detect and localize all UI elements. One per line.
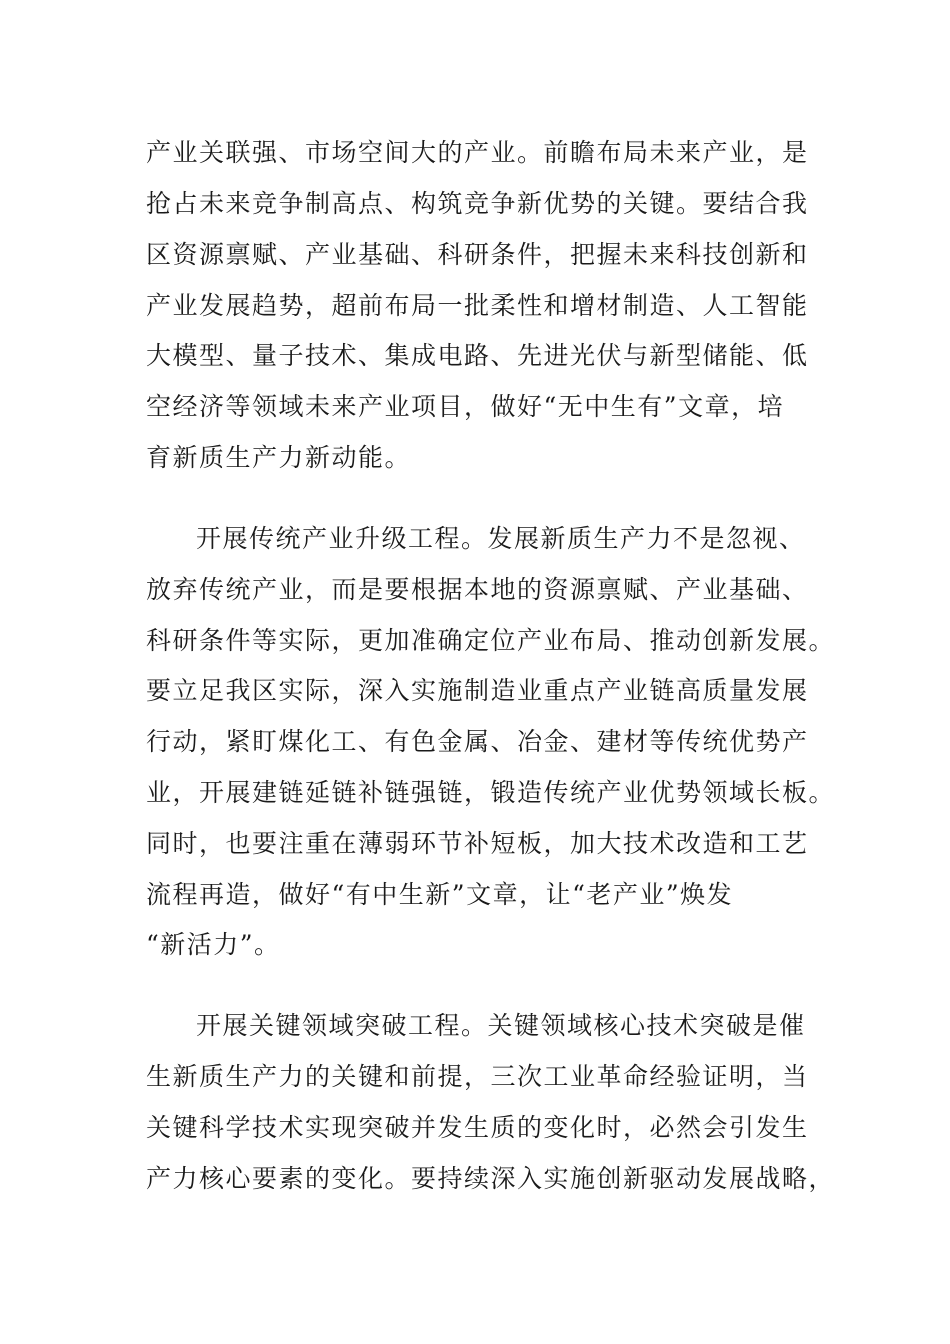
text-line: 行动，紧盯煤化工、有色金属、冶金、建材等传统优势产 <box>146 727 809 756</box>
text-line: 区资源禀赋、产业基础、科研条件，把握未来科技创新和 <box>146 240 809 269</box>
text-line: 流程再造，做好“有中生新”文章，让“老产业”焕发 <box>146 880 734 909</box>
text-line: 产业关联强、市场空间大的产业。前瞻布局未来产业，是 <box>146 138 809 167</box>
text-line: 产力核心要素的变化。要持续深入实施创新驱动发展战略， <box>146 1164 836 1193</box>
text-line: 大模型、量子技术、集成电路、先进光伏与新型储能、低 <box>146 341 809 370</box>
text-line: 抢占未来竞争制高点、构筑竞争新优势的关键。要结合我 <box>146 189 809 218</box>
text-line: 关键科学技术实现突破并发生质的变化时，必然会引发生 <box>146 1113 809 1142</box>
text-line: 育新质生产力新动能。 <box>146 443 412 472</box>
text-line: 同时，也要注重在薄弱环节补短板，加大技术改造和工艺 <box>146 829 809 858</box>
text-line: 空经济等领域未来产业项目，做好“无中生有”文章，培 <box>146 392 785 421</box>
text-line: 开展关键领域突破工程。关键领域核心技术突破是催 <box>196 1011 806 1040</box>
text-line: 科研条件等实际，更加准确定位产业布局、推动创新发展。 <box>146 626 836 655</box>
text-line: “新活力”。 <box>146 930 281 959</box>
text-line: 产业发展趋势，超前布局一批柔性和增材制造、人工智能 <box>146 291 809 320</box>
text-line: 要立足我区实际，深入实施制造业重点产业链高质量发展 <box>146 676 809 705</box>
text-line: 业，开展建链延链补链强链，锻造传统产业优势领域长板。 <box>146 778 836 807</box>
text-line: 开展传统产业升级工程。发展新质生产力不是忽视、 <box>196 524 806 553</box>
text-line: 放弃传统产业，而是要根据本地的资源禀赋、产业基础、 <box>146 575 809 604</box>
text-line: 生新质生产力的关键和前提，三次工业革命经验证明，当 <box>146 1062 809 1091</box>
